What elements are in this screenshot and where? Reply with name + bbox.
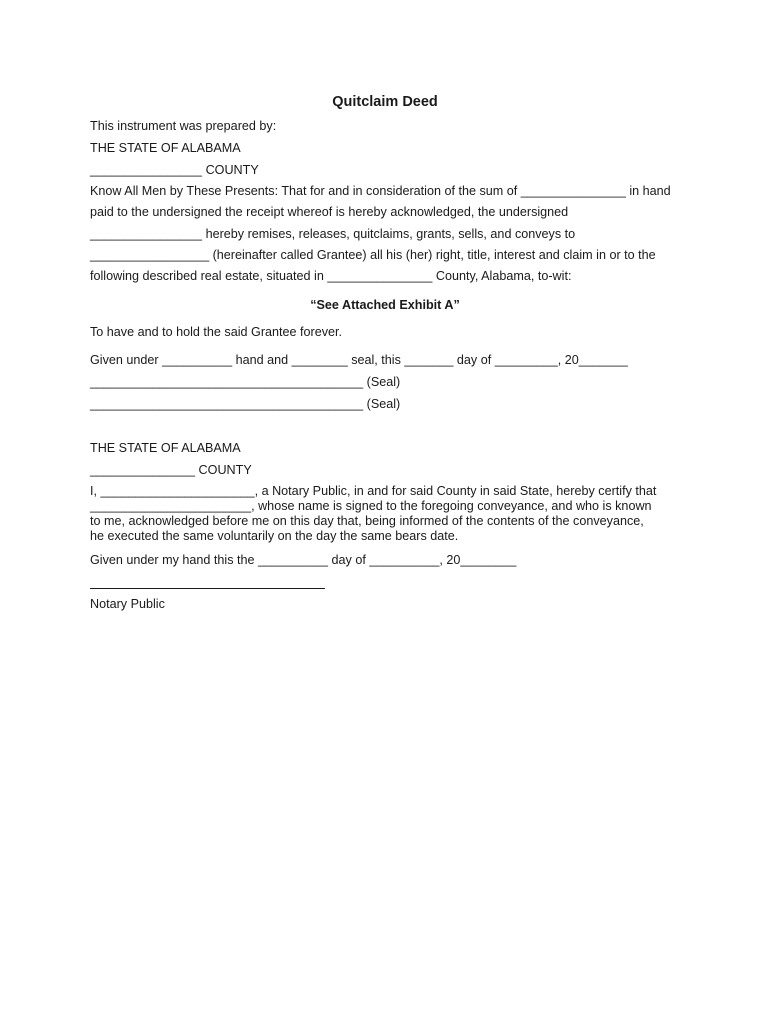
county-line-2: _______________ COUNTY	[90, 463, 252, 477]
notary-intro-line: I, ______________________, a Notary Public, in and for said County in said State, hereby certify that	[90, 484, 657, 498]
seal-line-1: _______________________________________ (Seal)	[90, 375, 401, 389]
seal-line-2: _______________________________________ (Seal)	[90, 397, 401, 411]
state-heading-1: THE STATE OF ALABAMA	[90, 141, 241, 155]
receipt-line: paid to the undersigned the receipt whereof is hereby acknowledged, the undersigned	[90, 205, 569, 219]
executed-line: he executed the same voluntarily on the day the same bears date.	[90, 529, 459, 543]
grantee-line: _________________ (hereinafter called Grantee) all his (her) right, title, interest and claim in or to the	[90, 248, 656, 262]
given-under-line: Given under __________ hand and ________ seal, this _______ day of _________, 20_______	[90, 353, 628, 367]
to-have-line: To have and to hold the said Grantee forever.	[90, 325, 343, 339]
notary-signature-rule	[90, 588, 325, 589]
exhibit-reference: “See Attached Exhibit A”	[310, 298, 460, 312]
state-heading-2: THE STATE OF ALABAMA	[90, 441, 241, 455]
prepared-by-line: This instrument was prepared by:	[90, 119, 277, 133]
county-line-1: ________________ COUNTY	[90, 163, 259, 177]
whose-name-line: _______________________, whose name is signed to the foregoing conveyance, and who is known	[90, 499, 652, 513]
given-hand-line: Given under my hand this the __________ day of __________, 20________	[90, 553, 517, 567]
notary-public-label: Notary Public	[90, 597, 165, 611]
remises-line: ________________ hereby remises, releases, quitclaims, grants, sells, and conveys to	[90, 227, 576, 241]
real-estate-line: following described real estate, situated in _______________ County, Alabama, to-wit:	[90, 269, 572, 283]
document-title: Quitclaim Deed	[332, 94, 438, 110]
acknowledged-line: to me, acknowledged before me on this day that, being informed of the contents of the conveyance,	[90, 514, 644, 528]
consideration-line: Know All Men by These Presents: That for and in consideration of the sum of _______________ in hand	[90, 184, 671, 198]
